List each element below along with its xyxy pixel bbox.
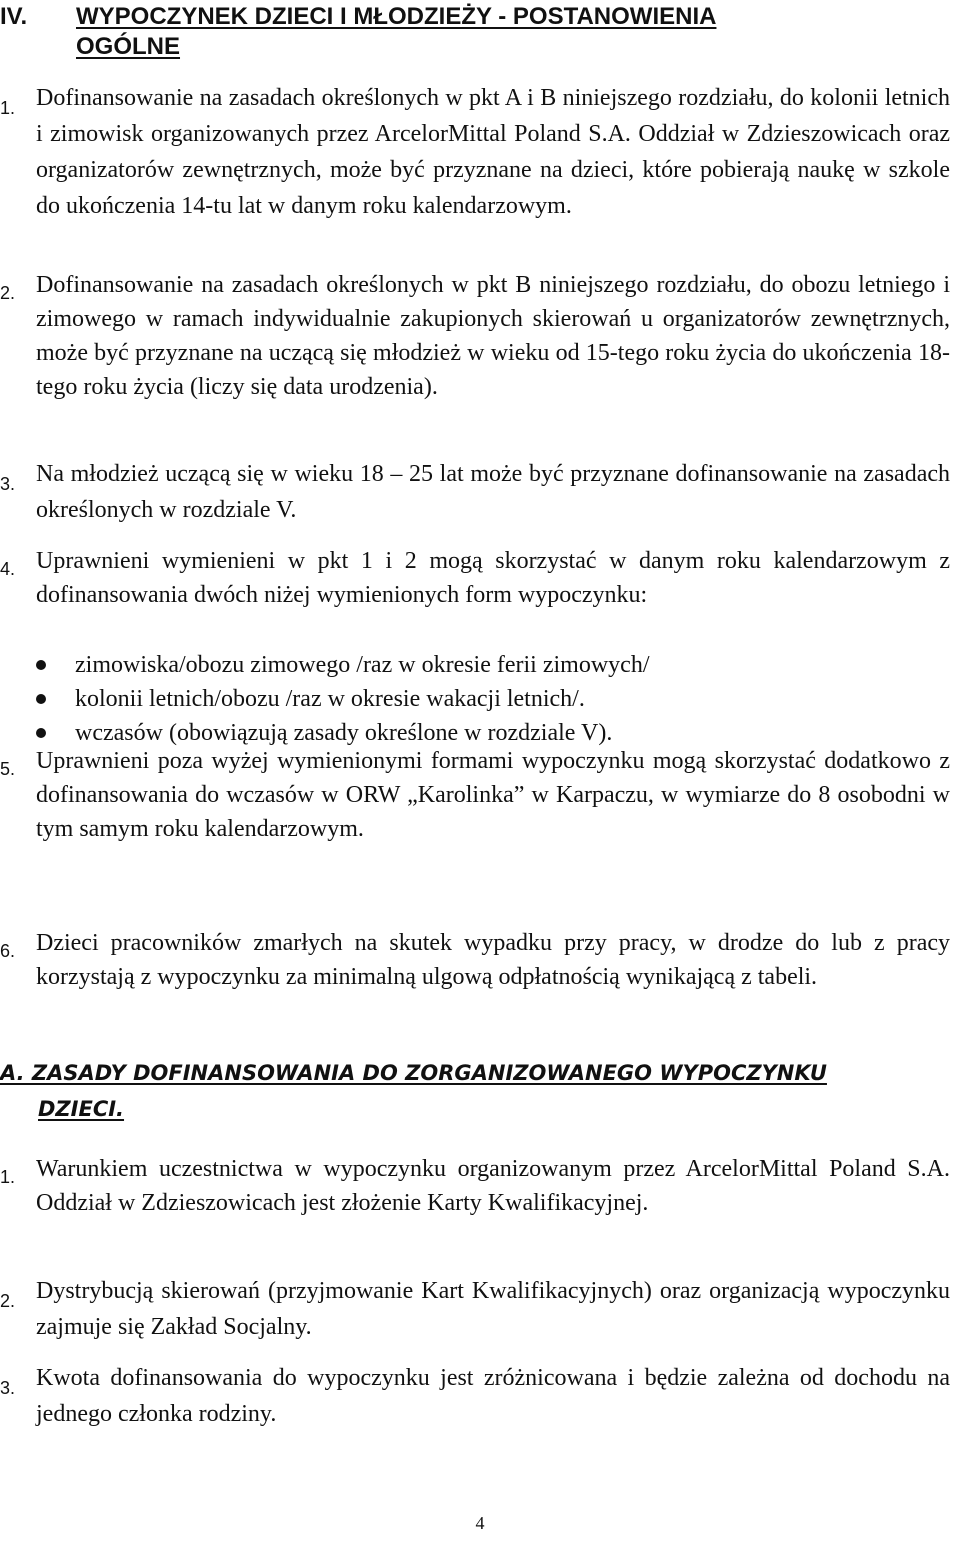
- item-number: 5.: [0, 759, 16, 779]
- paragraph-item-2: [0, 268, 950, 404]
- item-text: Dzieci pracowników zmarłych na skutek wypadku przy pracy, w drodze do lub z pracy korzystają z wypoczynku za minimalną ulgową odpłatnością wynikającą z tabeli.: [36, 930, 950, 990]
- paragraph-item-1: [0, 80, 950, 224]
- item-text: Dystrybucją skierowań (przyjmowanie Kart Kwalifikacyjnych) oraz organizacją wypoczynku zajmuje się Zakład Socjalny.: [36, 1278, 950, 1340]
- bullet-dot-icon: [36, 660, 46, 670]
- paragraph-item-4: [0, 544, 950, 612]
- item-text: Dofinansowanie na zasadach określonych w pkt B niniejszego rozdziału, do obozu letniego i zimowego w ramach indywidualnie zakupionych skierowań u organizatorów zewnętrznych, może być przyznane na uczącą się młodzież w wieku od 15-tego roku życia do ukończenia 18-tego roku życia (liczy się data urodzenia).: [36, 272, 950, 400]
- paragraph-item-6: [0, 926, 950, 994]
- item-text: Uprawnieni wymienieni w pkt 1 i 2 mogą skorzystać w danym roku kalendarzowym z dofinansowania dwóch niżej wymienionych form wypoczynku:: [36, 548, 950, 608]
- section-a-item-3: [0, 1360, 950, 1432]
- heading-line-1: WYPOCZYNEK DZIECI I MŁODZIEŻY - POSTANOWIENIA: [76, 3, 717, 30]
- bullet-item: kolonii letnich/obozu /raz w okresie wakacji letnich/.: [36, 682, 936, 716]
- item-number: 3.: [0, 1378, 16, 1398]
- item-number: 1.: [0, 98, 16, 118]
- item-text: Warunkiem uczestnictwa w wypoczynku organizowanym przez ArcelorMittal Poland S.A. Oddział w Zdzieszowicach jest złożenie Karty Kwalifikacyjnej.: [36, 1156, 950, 1216]
- heading-line-2: OGÓLNE: [76, 33, 181, 60]
- item-number: 3.: [0, 474, 16, 494]
- paragraph-item-3: [0, 456, 950, 528]
- item-text: Uprawnieni poza wyżej wymienionymi formami wypoczynku mogą skorzystać dodatkowo z dofinansowania do wczasów w ORW „Karolinka” w Karpaczu, w wymiarze do 8 osobodni w tym samym roku kalendarzowym.: [36, 748, 950, 842]
- item-number: 2.: [0, 283, 16, 303]
- page-number: 4: [475, 1513, 485, 1533]
- section-a-item-2: [0, 1273, 950, 1345]
- section-a-line-1: A. ZASADY DOFINANSOWANIA DO ZORGANIZOWANEGO WYPOCZYNKU: [0, 1061, 827, 1085]
- item-number: 6.: [0, 941, 16, 961]
- section-heading-iv: [0, 2, 900, 62]
- bullet-item: wczasów (obowiązują zasady określone w rozdziale V).: [36, 716, 936, 750]
- item-number: 2.: [0, 1291, 16, 1311]
- item-number: 4.: [0, 559, 16, 579]
- item-number: 1.: [0, 1167, 16, 1187]
- paragraph-item-5: [0, 744, 950, 846]
- bullet-dot-icon: [36, 694, 46, 704]
- item-text: Dofinansowanie na zasadach określonych w pkt A i B niniejszego rozdziału, do kolonii letnich i zimowisk organizowanych przez ArcelorMittal Poland S.A. Oddział w Zdzieszowicach oraz organizatorów zewnętrznych, może być przyznane na dzieci, które pobierają naukę w szkole do ukończenia 14-tu lat w danym roku kalendarzowym.: [36, 85, 950, 219]
- bullet-item: zimowiska/obozu zimowego /raz w okresie ferii zimowych/: [36, 648, 936, 682]
- bullet-list: [36, 648, 936, 750]
- section-a-item-1: [0, 1152, 950, 1220]
- heading-roman-numeral: IV.: [0, 3, 28, 30]
- item-text: Na młodzież uczącą się w wieku 18 – 25 lat może być przyznane dofinansowanie na zasadach określonych w rozdziale V.: [36, 461, 950, 523]
- section-heading-a: [0, 1055, 950, 1127]
- item-text: Kwota dofinansowania do wypoczynku jest zróżnicowana i będzie zależna od dochodu na jednego członka rodziny.: [36, 1365, 950, 1427]
- section-a-line-2: DZIECI.: [38, 1097, 125, 1121]
- bullet-dot-icon: [36, 728, 46, 738]
